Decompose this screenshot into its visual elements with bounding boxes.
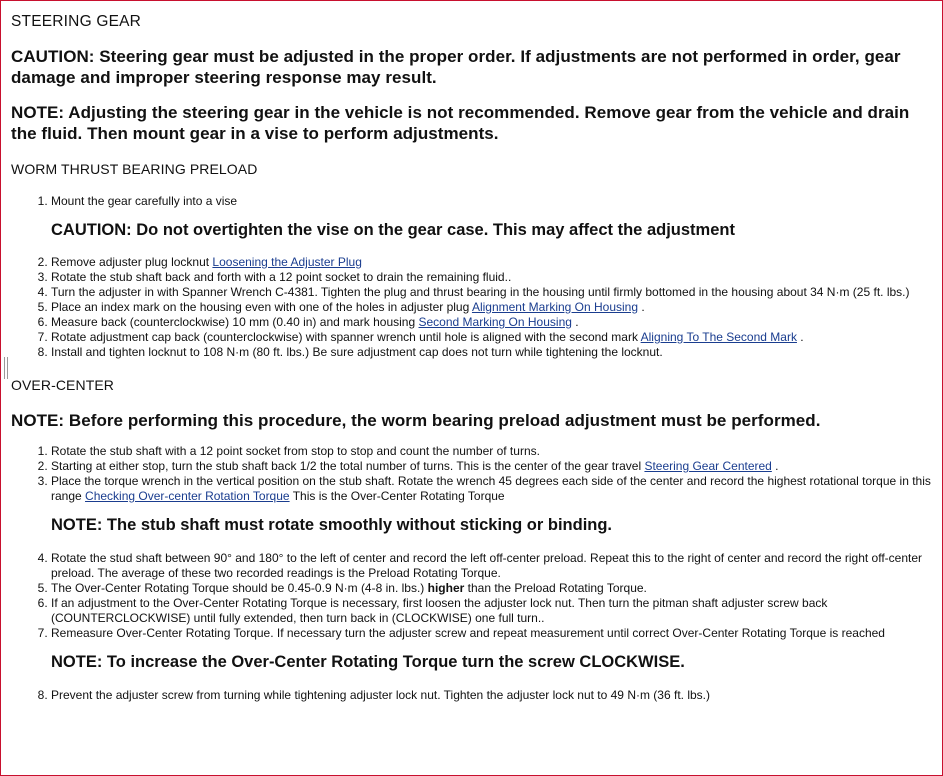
step-text: Remove adjuster plug locknut — [51, 255, 213, 269]
caution-label: CAUTION: — [11, 47, 95, 66]
list-item: 1. Mount the gear carefully into a vise — [51, 194, 931, 209]
link-aligning-second-mark[interactable]: Aligning To The Second Mark — [640, 330, 797, 344]
link-checking-over-center[interactable]: Checking Over-center Rotation Torque — [85, 489, 290, 503]
list-item — [51, 255, 931, 270]
link-loosening-adjuster-plug[interactable]: Loosening the Adjuster Plug — [212, 255, 362, 269]
caution-text: Do not overtighten the vise on the gear case. This may affect the adjustment — [131, 221, 735, 239]
list-item — [51, 300, 931, 315]
document-body — [11, 11, 931, 703]
list-item: 7. Remeasure Over-Center Rotating Torque. If necessary turn the adjuster screw and repeat measurement until correct Over-Center Rotating Torque is reached — [51, 626, 931, 641]
list-item: 1. Rotate the stub shaft with a 12 point socket from stop to stop and count the number of turns. — [51, 444, 931, 459]
worm-steps-list-a — [11, 194, 931, 209]
step-tail: This is the Over-Center Rotating Torque — [289, 489, 505, 503]
list-item: 6. If an adjustment to the Over-Center Rotating Torque is necessary, first loosen the adjuster lock nut. Then turn the pitman shaft adjuster screw back (COUNTERCLOCKWISE) until fully extended, then turn back in (CLOCKWISE) one full turn.. — [51, 596, 931, 626]
list-item — [51, 459, 931, 474]
note-text: The stub shaft must rotate smoothly without sticking or binding. — [102, 516, 613, 534]
list-item — [51, 315, 931, 330]
step-tail: than the Preload Rotating Torque. — [464, 581, 647, 595]
note-over-center — [11, 410, 931, 431]
step-tail: . — [571, 315, 579, 329]
list-item — [51, 581, 931, 596]
list-item: 8. Install and tighten locknut to 108 N·m (80 ft. lbs.) Be sure adjustment cap does not turn while tightening the locknut. — [51, 345, 931, 360]
link-second-marking[interactable]: Second Marking On Housing — [418, 315, 572, 329]
list-item: 4. Rotate the stud shaft between 90° and 180° to the left of center and record the left off-center preload. Repeat this to the right of center and record the right off-center preload. The average of these two recorded readings is the Preload Rotating Torque. — [51, 551, 931, 581]
note-text: Adjusting the steering gear in the vehicle is not recommended. Remove gear from the vehicle and drain the fluid. Then mount gear in a vise to perform adjustments. — [11, 103, 910, 143]
note-text: Before performing this procedure, the worm bearing preload adjustment must be performed. — [64, 411, 821, 430]
splitter-handle[interactable] — [4, 357, 8, 379]
link-steering-gear-centered[interactable]: Steering Gear Centered — [644, 459, 772, 473]
caution-vise — [51, 220, 931, 241]
list-item: 8. Prevent the adjuster screw from turning while tightening adjuster lock nut. Tighten the adjuster lock nut to 49 N·m (36 ft. lbs.) — [51, 688, 931, 703]
list-item: 4. Turn the adjuster in with Spanner Wrench C-4381. Tighten the plug and thrust bearing in the housing until firmly bottomed in the housing about 34 N·m (25 ft. lbs.) — [51, 285, 931, 300]
link-alignment-marking[interactable]: Alignment Marking On Housing — [471, 300, 639, 314]
step-tail: . — [796, 330, 804, 344]
note-text: To increase the Over-Center Rotating Torque turn the screw CLOCKWISE. — [102, 653, 685, 671]
over-steps-list-c — [11, 688, 931, 703]
note-label: NOTE: — [51, 653, 103, 671]
step-tail: . — [771, 459, 779, 473]
list-item: 3. Rotate the stub shaft back and forth with a 12 point socket to drain the remaining fluid.. — [51, 270, 931, 285]
note-main — [11, 102, 931, 144]
over-steps-list-a — [11, 444, 931, 504]
list-item — [51, 474, 931, 504]
note-stub-shaft — [51, 515, 931, 536]
note-label: NOTE: — [51, 516, 103, 534]
page-title: STEERING GEAR — [11, 13, 142, 30]
note-label: NOTE: — [11, 103, 65, 122]
step-text: Measure back (counterclockwise) 10 mm (0.40 in) and mark housing — [51, 315, 419, 329]
step-tail: . — [638, 300, 645, 314]
list-item — [51, 330, 931, 345]
worm-steps-list-b — [11, 255, 931, 360]
over-steps-list-b — [11, 551, 931, 641]
caution-label: CAUTION: — [51, 221, 132, 239]
section-heading-worm: WORM THRUST BEARING PRELOAD — [11, 161, 258, 177]
step-text: Place an index mark on the housing even with one of the holes in adjuster plug — [51, 300, 472, 314]
note-clockwise — [51, 652, 931, 673]
caution-main — [11, 46, 931, 88]
step-text: Rotate adjustment cap back (counterclockwise) with spanner wrench until hole is aligned with the second mark — [51, 330, 641, 344]
step-text: The Over-Center Rotating Torque should be 0.45-0.9 N·m (4-8 in. lbs.) — [51, 581, 428, 595]
caution-text: Steering gear must be adjusted in the proper order. If adjustments are not performed in order, gear damage and improper steering response may result. — [11, 47, 901, 87]
note-label: NOTE: — [11, 411, 65, 430]
step-emphasis: higher — [427, 581, 465, 595]
step-text: Place the torque wrench in the vertical position on the stub shaft. Rotate the wrench 45 degrees each side of the center and record the highest rotational torque in this range — [51, 474, 931, 503]
step-text: Starting at either stop, turn the stub shaft back 1/2 the total number of turns. This is the center of the gear travel — [51, 459, 645, 473]
section-heading-over-center: OVER-CENTER — [11, 377, 114, 393]
